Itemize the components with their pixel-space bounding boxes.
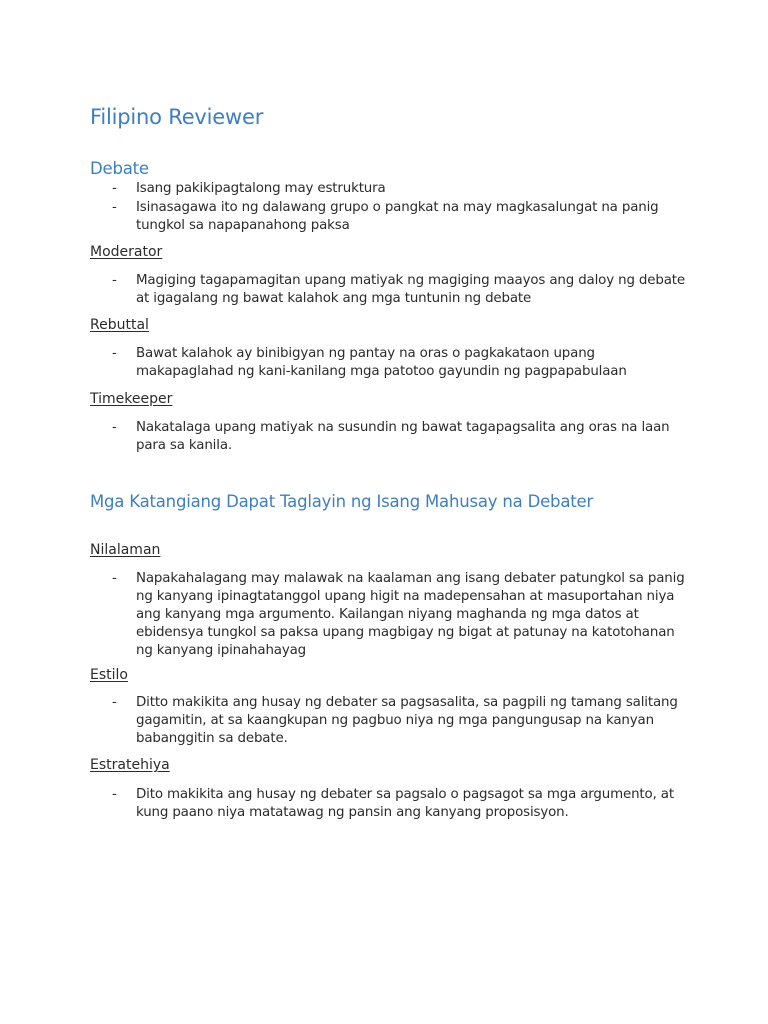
- bullet-dash: -: [112, 181, 117, 196]
- bullet-dash: -: [112, 571, 117, 586]
- page-title: Filipino Reviewer: [90, 105, 264, 129]
- list-item: [112, 694, 687, 748]
- list-item-text: Isang pakikipagtalong may estruktura: [136, 181, 386, 196]
- list-item: [112, 180, 687, 198]
- heading-estilo: Estilo: [90, 667, 128, 683]
- list-item-text: Napakahalagang may malawak na kaalaman ang isang debater patungkol sa panig ng kanyang ipinagtatanggol upang higit na madepensahan at masuportahan niya ang kanyang mga argumento. Kailangan niyang maghanda ng mga datos at ebidensya tungkol sa paksa upang magbigay ng bigat at patunay na katotohanan ng kanyang ipinahahayag: [136, 571, 685, 658]
- list-item-text: Nakatalaga upang matiyak na susundin ng bawat tagapagsalita ang oras na laan para sa kanila.: [136, 420, 670, 453]
- list-item: [112, 345, 687, 381]
- list-item-text: Bawat kalahok ay binibigyan ng pantay na oras o pagkakataon upang makapaglahad ng kani-kanilang mga patotoo gayundin ng pagpapabulaan: [136, 346, 627, 379]
- heading-moderator: Moderator: [90, 244, 163, 260]
- list-item-text: Magiging tagapamagitan upang matiyak ng magiging maayos ang daloy ng debate at igagalang ng bawat kalahok ang mga tuntunin ng debate: [136, 273, 685, 306]
- list-item: [112, 272, 687, 308]
- heading-nilalaman: Nilalaman: [90, 542, 161, 558]
- list-item: [112, 199, 687, 235]
- list-item: [112, 786, 687, 822]
- list-item-text: Dito makikita ang husay ng debater sa pagsalo o pagsagot sa mga argumento, at kung paano niya matatawag ng pansin ang kanyang proposisyon.: [136, 787, 674, 820]
- list-item: [112, 419, 687, 455]
- heading-timekeeper: Timekeeper: [90, 391, 173, 407]
- list-item: [112, 570, 687, 660]
- bullet-dash: -: [112, 420, 117, 435]
- list-item-text: Isinasagawa ito ng dalawang grupo o pangkat na may magkasalungat na panig tungkol sa napapanahong paksa: [136, 200, 659, 233]
- heading-debate: Debate: [90, 159, 149, 178]
- heading-estratehiya: Estratehiya: [90, 757, 170, 773]
- bullet-dash: -: [112, 787, 117, 802]
- bullet-dash: -: [112, 273, 117, 288]
- bullet-dash: -: [112, 200, 117, 215]
- heading-rebuttal: Rebuttal: [90, 317, 149, 333]
- bullet-dash: -: [112, 695, 117, 710]
- list-item-text: Ditto makikita ang husay ng debater sa pagsasalita, sa pagpili ng tamang salitang gagamitin, at sa kaangkupan ng pagbuo niya ng mga pangungusap na kanyan babanggitin sa debate.: [136, 695, 678, 746]
- bullet-dash: -: [112, 346, 117, 361]
- heading-katangian: Mga Katangiang Dapat Taglayin ng Isang Mahusay na Debater: [90, 492, 594, 511]
